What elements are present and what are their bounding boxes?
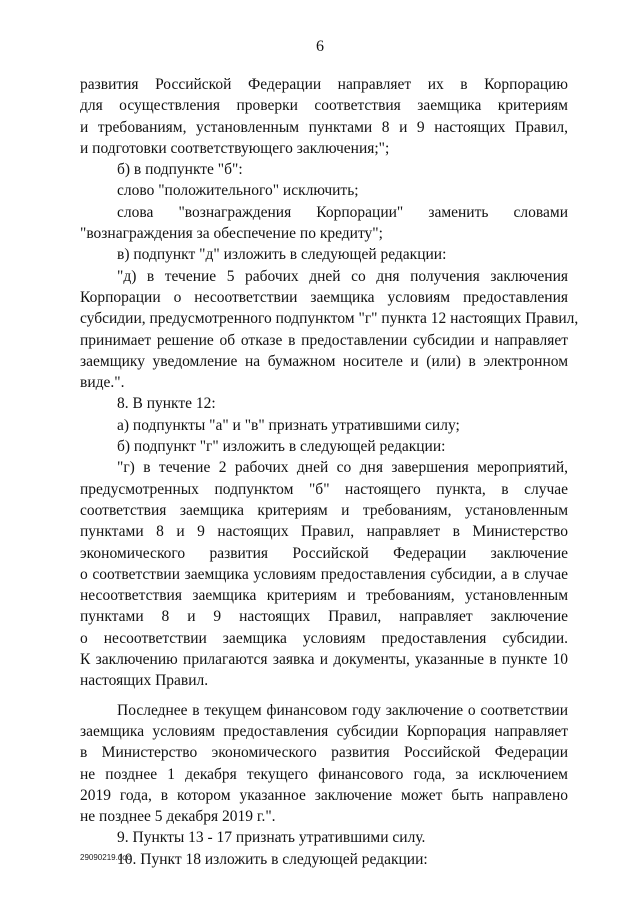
line-text: субсидии, предусмотренного подпунктом "г" пункта 12 настоящих Правил, (80, 310, 579, 328)
paragraph-line (80, 742, 568, 763)
paragraph-line (80, 393, 568, 414)
paragraph (80, 457, 568, 691)
paragraph-line (80, 415, 568, 436)
line-text: "д) в течение 5 рабочих дней со дня получения заключения (117, 267, 568, 285)
line-text: пунктами 8 и 9 настоящих Правил, направляет заключение (80, 608, 568, 626)
paragraph-line (80, 330, 568, 351)
paragraph-line (80, 827, 568, 848)
paragraph-line (80, 74, 568, 95)
paragraph (80, 266, 579, 394)
line-text: пунктами 8 и 9 настоящих Правил, направляет в Министерство (80, 523, 568, 541)
paragraph (80, 202, 568, 245)
line-text: о несоответствии заемщика условиям предоставления субсидии. (80, 629, 568, 647)
paragraph-line (80, 543, 568, 564)
line-text: Корпорации о несоответствии заемщика условиям предоставления (80, 288, 568, 306)
paragraph-line (80, 95, 568, 116)
paragraph-line (80, 649, 568, 670)
line-text: в) подпункт "д" изложить в следующей редакции: (117, 246, 447, 264)
line-text: Последнее в текущем финансовом году заключение о соответствии (117, 701, 568, 719)
paragraph-line (80, 180, 568, 201)
paragraph (80, 415, 568, 436)
line-text: предусмотренных подпунктом "б" настоящего пункта, в случае (80, 480, 568, 498)
paragraph-line (80, 764, 568, 785)
line-text: принимает решение об отказе в предоставлении субсидии и направляет (80, 331, 568, 349)
line-text: 10. Пункт 18 изложить в следующей редакции: (117, 850, 428, 868)
paragraph (80, 74, 568, 159)
line-text: 2019 года, в котором указанное заключение может быть направлено (80, 786, 568, 804)
paragraph-line (80, 138, 568, 159)
line-text: несоответствия заемщика критериям и требованиям, установленным (80, 587, 568, 605)
line-text: о соответствии заемщика условиям предоставления субсидии, а в случае (80, 565, 568, 583)
line-text: и требованиям, установленным пунктами 8 и 9 настоящих Правил, (80, 118, 568, 136)
line-text: 9. Пункты 13 - 17 признать утратившими силу. (117, 829, 426, 847)
paragraph-line (80, 806, 568, 827)
line-text: экономического развития Российской Федерации заключение (80, 544, 568, 562)
line-text: и подготовки соответствующего заключения;"; (80, 139, 390, 157)
line-text: не позднее 5 декабря 2019 г.". (80, 808, 276, 826)
paragraph-line (80, 606, 568, 627)
paragraph-line (80, 500, 568, 521)
paragraph (80, 827, 568, 848)
paragraph-line (80, 670, 568, 691)
line-text: "вознаграждения за обеспечение по кредиту"; (80, 225, 383, 243)
line-text: виде.". (80, 374, 125, 392)
paragraph-line (80, 457, 568, 478)
line-text: 8. В пункте 12: (117, 395, 216, 413)
paragraph-line (80, 700, 568, 721)
line-text: слова "вознаграждения Корпорации" заменить словами (117, 203, 568, 221)
line-text: б) подпункт "г" изложить в следующей редакции: (117, 438, 446, 456)
paragraph-line (80, 244, 568, 265)
paragraph (80, 436, 568, 457)
line-text: не позднее 1 декабря текущего финансового года, за исключением (80, 765, 568, 783)
paragraph-line (80, 117, 568, 138)
line-text: заемщика условиям предоставления субсидии Корпорация направляет (80, 722, 568, 740)
paragraph-line (80, 849, 568, 870)
line-text: для осуществления проверки соответствия заемщика критериям (80, 97, 568, 115)
paragraph-line (80, 785, 568, 806)
paragraph (80, 849, 568, 870)
line-text: "г) в течение 2 рабочих дней со дня завершения мероприятий, (117, 459, 568, 477)
paragraph (80, 393, 568, 414)
line-text: слово "положительного" исключить; (117, 182, 359, 200)
paragraph-line (80, 479, 568, 500)
paragraph-line (80, 721, 568, 742)
page-number: 6 (316, 38, 324, 55)
line-text: в Министерство экономического развития Российской Федерации (80, 744, 568, 762)
paragraph-line (80, 223, 568, 244)
paragraph (80, 159, 568, 180)
paragraph-line (80, 202, 568, 223)
paragraph-line (80, 564, 568, 585)
document-body (80, 74, 579, 870)
line-text: развития Российской Федерации направляет их в Корпорацию (80, 76, 568, 93)
footer-filename: 29090219.doc (80, 853, 131, 862)
line-text: соответствия заемщика критериям и требованиям, установленным (80, 501, 568, 519)
paragraph (80, 700, 568, 828)
paragraph-line (80, 159, 568, 180)
paragraph-line (80, 351, 568, 372)
line-text: а) подпункты "а" и "в" признать утратившими силу; (117, 416, 460, 434)
paragraph-line (80, 628, 568, 649)
line-text: б) в подпункте "б": (117, 161, 243, 179)
paragraph-line (80, 585, 568, 606)
paragraph (80, 180, 568, 201)
paragraph (80, 244, 568, 265)
line-text: настоящих Правил. (80, 672, 209, 690)
line-text: К заключению прилагаются заявка и документы, указанные в пункте 10 (80, 651, 568, 669)
paragraph-line (80, 287, 568, 308)
paragraph-line (80, 436, 568, 457)
paragraph-line (80, 372, 568, 393)
paragraph-line (80, 308, 579, 329)
paragraph-line (80, 521, 568, 542)
paragraph-line (80, 266, 568, 287)
line-text: заемщику уведомление на бумажном носителе и (или) в электронном (80, 352, 568, 370)
